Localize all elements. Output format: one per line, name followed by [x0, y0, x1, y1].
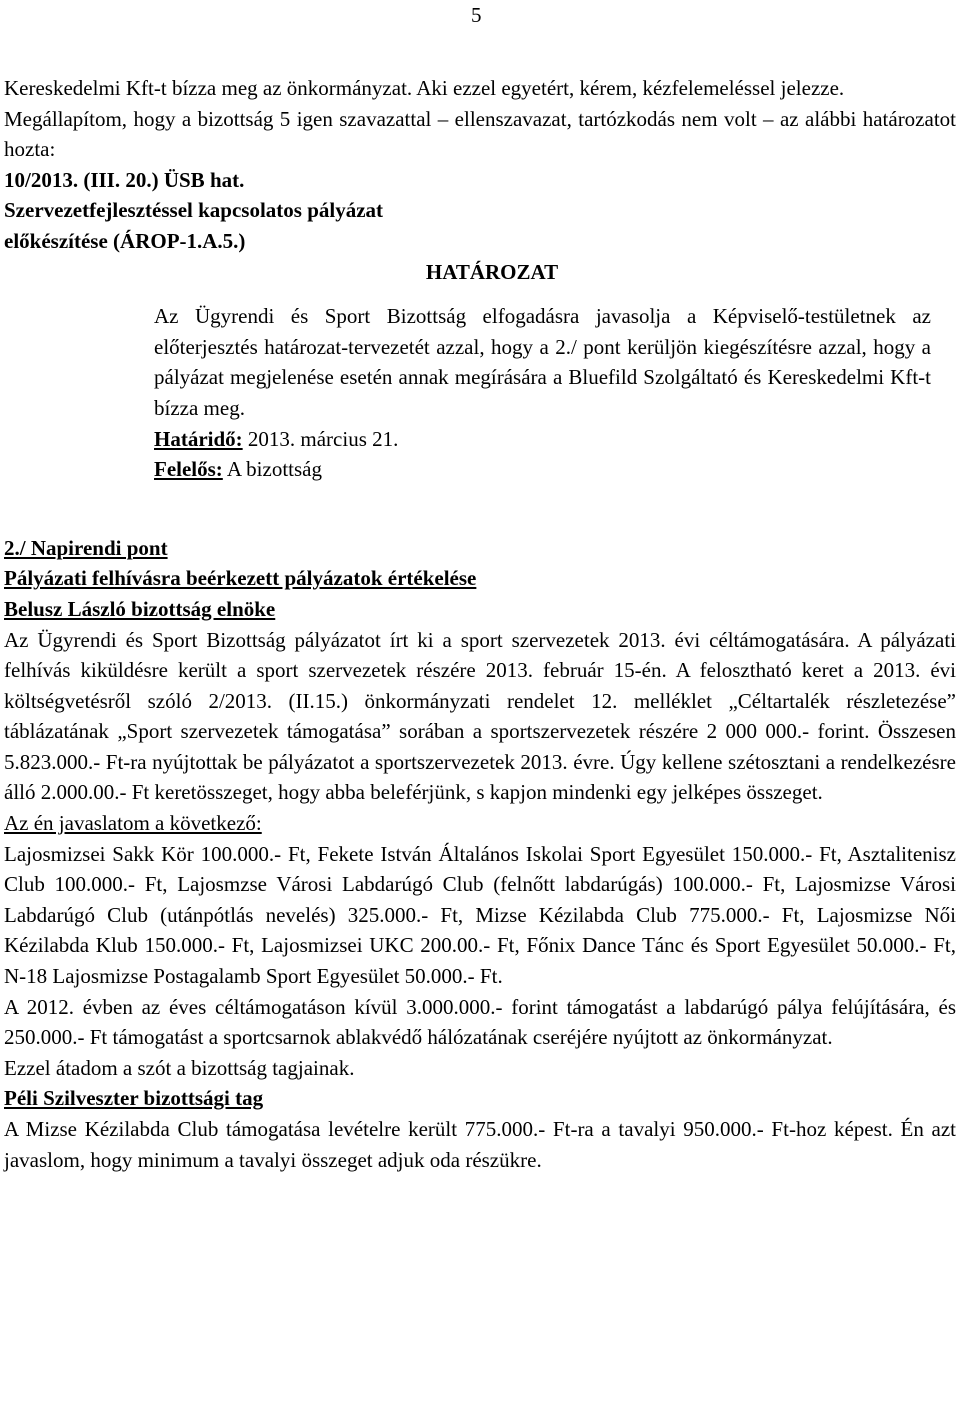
deadline-label: Határidő: [154, 426, 243, 451]
page-number: 5 [471, 3, 482, 27]
agenda-paragraph-3: A Mizse Kézilabda Club támogatása levételre került 775.000.- Ft-ra a tavalyi 950.000.- Ft-hoz képest. Én azt javaslom, hogy minimum a tavalyi összeget adjuk oda részükre. [4, 1117, 956, 1172]
resolution-responsible [154, 454, 931, 485]
agenda-paragraph-1: Az Ügyrendi és Sport Bizottság pályázatot írt ki a sport szervezetek 2013. évi céltámogatására. A pályázati felhívás kiküldésre került a sport szervezetek részére 2013. február 15-én. A felosztható keret a 2013. évi költségvetésről szóló 2/2013. (II.15.) önkormányzati rendelet 12. melléklet „Céltartalék részletezése” táblázatának „Sport szervezetek támogatása” sorában a sportszervezetek részére 2 000 000.- forint. Összesen 5.823.000.- Ft-ra nyújtottak be pályázatot a sportszervezetek 2013. évre. Úgy kellene szétosztani a rendelkezésre álló 2.000.00.- Ft keretösszeget, hogy abba beleférjünk, s kapjon mindenki egy jelképes összeget. [4, 627, 956, 805]
intro-paragraph-2: Megállapítom, hogy a bizottság 5 igen szavazattal – ellenszavazat, tartózkodás nem volt – az alábbi határozatot hozta: [4, 106, 956, 162]
resolution-deadline [154, 424, 931, 455]
handover-text: Ezzel átadom a szót a bizottság tagjainak. [4, 1055, 355, 1080]
proposal-intro: Az én javaslatom a következő: [4, 811, 262, 836]
responsible-value: A bizottság [226, 457, 322, 482]
agenda-speaker: Belusz László bizottság elnöke [4, 596, 276, 621]
resolution-heading: HATÁROZAT [425, 259, 559, 284]
spacer [4, 287, 956, 301]
spacer [4, 485, 956, 533]
resolution-body-block [154, 301, 931, 485]
agenda-title: Pályázati felhívásra beérkezett pályázatok értékelése [4, 566, 477, 591]
agenda-number: 2./ Napirendi pont [4, 535, 168, 560]
intro-paragraph-1: Kereskedelmi Kft-t bízza meg az önkormányzat. Aki ezzel egyetért, kérem, kézfelemeléssel jelezze. [4, 76, 845, 100]
resolution-subject-line-1: Szervezetfejlesztéssel kapcsolatos pályázat [4, 198, 384, 223]
resolution-subject [4, 195, 956, 256]
resolution-body: Az Ügyrendi és Sport Bizottság elfogadásra javasolja a Képviselő-testületnek az előterjesztés határozat-tervezetét azzal, hogy a 2./ pont kerüljön kiegészítésre azzal, hogy a pályázat megjelenése esetén annak megírására a Bluefild Szolgáltató és Kereskedelmi Kft-t bízza meg. [154, 304, 931, 420]
proposal-list: Lajosmizsei Sakk Kör 100.000.- Ft, Fekete István Általános Iskolai Sport Egyesület 150.000.- Ft, Asztalitenisz Club 100.000.- Ft, Lajosmzse Városi Labdarúgó Club (felnőtt labdarúgás) 100.000.- Ft, Lajosmizse Városi Labdarúgó Club (utánpótlás nevelés) 325.000.- Ft, Mizse Kézilabda Club 775.000.- Ft, Lajosmizse Női Kézilabda Klub 150.000.- Ft, Lajosmizsei UKC 200.00.- Ft, Főnix Dance Tánc és Sport Egyesület 50.000.- Ft, N-18 Lajosmizse Postagalamb Sport Egyesület 50.000.- Ft. [4, 841, 956, 989]
agenda-section [4, 533, 956, 1175]
resolution-number: 10/2013. (III. 20.) ÜSB hat. [4, 167, 245, 192]
resolution-block [4, 165, 956, 485]
agenda-speaker-2: Péli Szilveszter bizottsági tag [4, 1086, 264, 1111]
resolution-subject-line-2: előkészítése (ÁROP-1.A.5.) [4, 228, 246, 253]
document-body [4, 73, 956, 1175]
agenda-paragraph-2: A 2012. évben az éves céltámogatáson kívül 3.000.000.- forint támogatást a labdarúgó pálya felújítására, és 250.000.- Ft támogatást a sportcsarnok ablakvédő hálózatának cseréjére nyújtott az önkormányzat. [4, 994, 956, 1050]
deadline-value: 2013. március 21. [247, 426, 399, 451]
responsible-label: Felelős: [154, 457, 223, 482]
